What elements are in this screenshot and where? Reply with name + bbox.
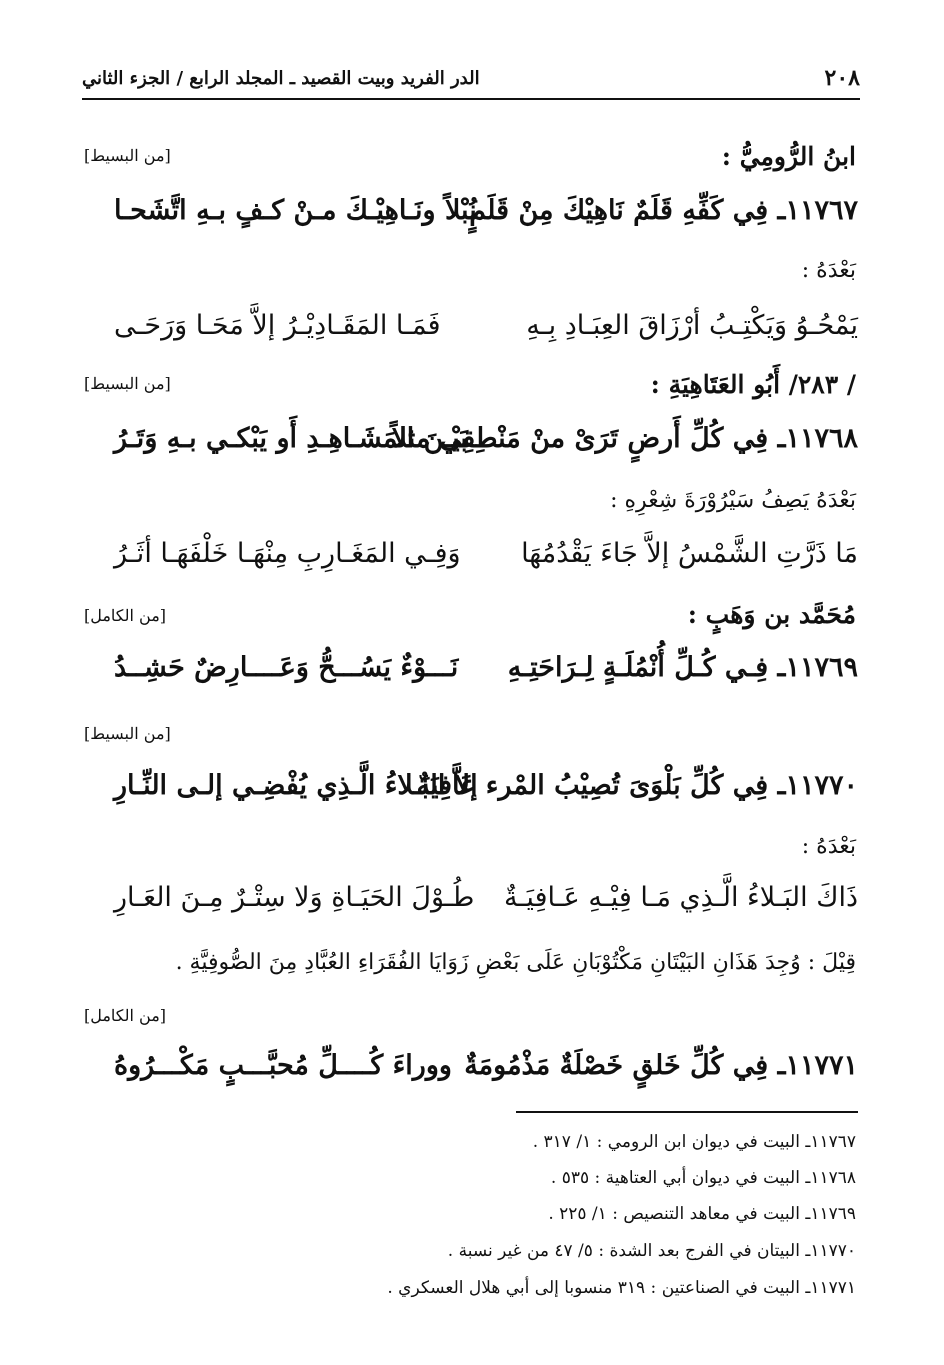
verse-11769-first-hemistich: ١١٧٦٩ـ فِـي كُـلِّ أُنْمُلَـةٍ لِـرَاحَتِـهِ (507, 652, 858, 683)
verse-11767-first-hemistich: ١١٧٦٧ـ فِي كَفِّهِ قَلَمٌ نَاهِيْكَ مِنْ قَلَمٍ (469, 195, 858, 226)
meter-label: [من الكامل] (84, 606, 167, 625)
prose-remark: قِيْلَ : وُجِدَ هَذَانِ البَيْتَانِ مَكْتُوْبَانِ عَلَى بَعْضِ زَوَايَا الفُقَرَاءِ العُبَّادِ مِنَ الصُّوفِيَّةِ . (175, 950, 856, 975)
verse-11768-first-hemistich: ١١٧٦٨ـ فِي كُلِّ أَرضٍ تَرَىْ منْ مَنْطِقِي مثلاً (391, 423, 858, 454)
footnote-11769: ١١٧٦٩ـ البيت في معاهد التنصيص : ١/ ٢٢٥ . (548, 1204, 856, 1224)
verse-11771-second-hemistich: ووراءَ كُــــلِّ مُحبَّـــبٍ مَكْـــرُوهُ (114, 1050, 452, 1081)
footnote-11771: ١١٧٧١ـ البيت في الصناعتين : ٣١٩ منسوبا إلى أبي هلال العسكري . (387, 1278, 856, 1298)
meter-label: [من البسيط] (84, 374, 171, 393)
running-title: الدر الفريد وبيت القصيد ـ المجلد الرابع / الجزء الثاني (82, 67, 480, 89)
poet-name-ibn-rumi: ابنُ الرُّومِيُّ : (721, 142, 856, 171)
verse-11769-second-hemistich: نَـــوْءٌ يَسُـــحُّ وَعَــــارِضٌ حَشِــدُ (114, 652, 459, 683)
footnote-11768: ١١٧٦٨ـ البيت في ديوان أبي العتاهية : ٥٣٥ . (550, 1168, 856, 1188)
meter-label: [من البسيط] (84, 146, 171, 165)
poet-name-muhammad-ibn-wahb: مُحَمَّد بن وَهَبٍ : (687, 600, 856, 629)
verse-11770-first-hemistich: ١١٧٧٠ـ فِي كُلِّ بَلْوَىَ تُصِيْبُ المْرء عَافِيَةٌ (416, 770, 858, 801)
page-header (82, 58, 860, 100)
meter-label: [من الكامل] (84, 1006, 167, 1025)
verse-11768b-first-hemistich: مَا ذَرَّتِ الشَّمْسُ إلاَّ جَاءَ يَقْدُمُهَا (521, 538, 858, 569)
verse-11767-second-hemistich: نُبْلاً ونَـاهِيْـكَ مـنْ كـفٍ بـهِ اتَّشَحـا (114, 195, 477, 226)
verse-11771-first-hemistich: ١١٧٧١ـ فِي كُلِّ خَلقٍ خَصْلَةٌ مَذْمُومَةٌ (464, 1050, 858, 1081)
verse-11768-second-hemistich: بَيْـنَ المَشَـاهِـدِ أَو يَبْكـي بـهِ وَتَـرُ (114, 423, 468, 454)
note-after: بَعْدَهُ يَصِفُ سَيْرُوْرَةَ شِعْرِهِ : (610, 488, 856, 513)
verse-11767b-first-hemistich: يَمْحُـوُ وَيَكْتِـبُ أرْزَاقَ العِبَـادِ بِـهِ (526, 310, 858, 341)
note-after: بَعْدَهُ : (801, 258, 856, 283)
page-number: ٢٠٨ (824, 65, 860, 91)
verse-11768b-second-hemistich: وَفِـي المَغَـارِبِ مِنْهَـا خَلْفَهَـا أثَـرُ (114, 538, 461, 569)
verse-11770b-first-hemistich: ذَاكَ البَـلاءُ الَّـذِي مَـا فِيْـهِ عَـافِيَـةٌ (504, 882, 858, 913)
note-after: بَعْدَهُ : (801, 834, 856, 859)
verse-11770b-second-hemistich: طُـوْلَ الحَيَـاةِ وَلا سِتْـرٌ مِـنَ العَـارِ (114, 882, 475, 913)
verse-11770-second-hemistich: إلاَّ البَـلاءُ الَّـذِي يُفْضِـي إلـى النِّـارِ (114, 770, 478, 801)
poet-name-abu-atahiya: / ٢٨٣/ أَبُو العَتَاهِيَةِ : (650, 370, 856, 399)
footnote-11770: ١١٧٧٠ـ البيتان في الفرج بعد الشدة : ٥/ ٤٧ من غير نسبة . (447, 1241, 856, 1261)
verse-11767b-second-hemistich: فَمَـا المَقَـادِيْـرُ إلاَّ مَحَـا وَرَحَـى (114, 310, 441, 341)
meter-label: [من البسيط] (84, 724, 171, 743)
footnote-11767: ١١٧٦٧ـ البيت في ديوان ابن الرومي : ١/ ٣١٧ . (532, 1132, 856, 1152)
footnote-divider (516, 1111, 858, 1113)
